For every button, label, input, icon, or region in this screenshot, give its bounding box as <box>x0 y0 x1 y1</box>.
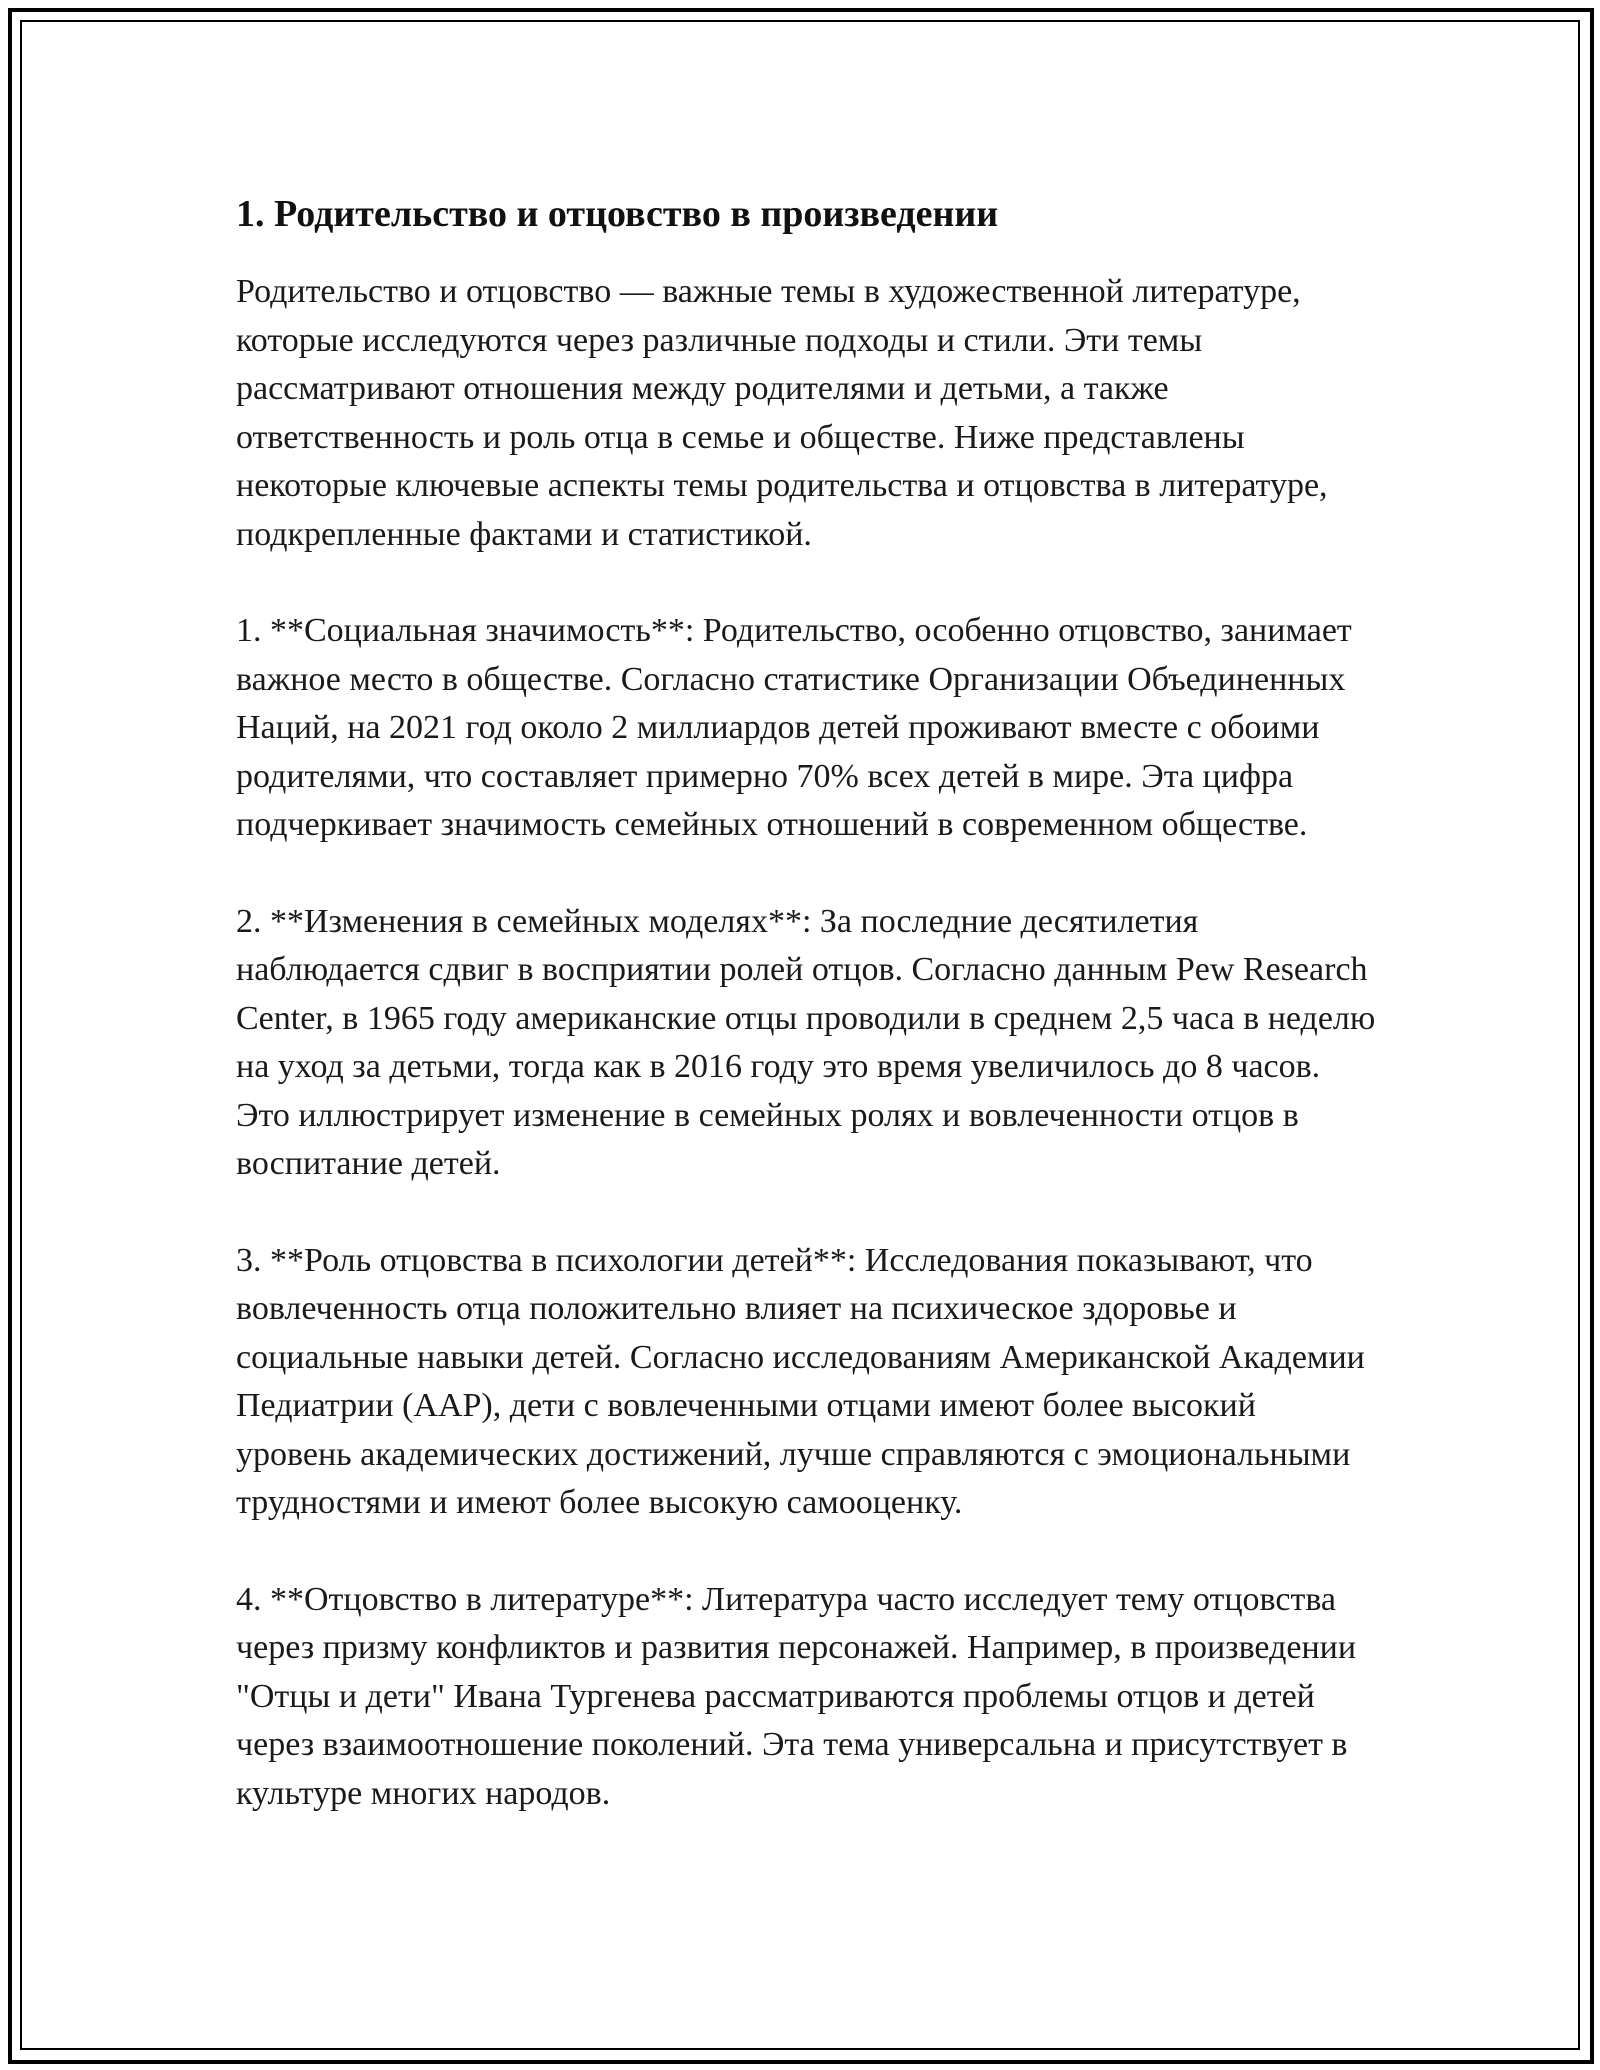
point-fatherhood-child-psychology: 3. **Роль отцовства в психологии детей**: Исследования показывают, что вовлеченность отца положительно влияет на психическое здоровье и социальные навыки детей. Согласно исследованиям Американской Академии Педиатрии (AAP), дети с вовлеченными отцами имеют более высокий уровень академических достижений, лучше справляются с эмоциональными трудностями и имеют более высокую самооценку. <box>236 1241 1365 1521</box>
intro-paragraph: Родительство и отцовство — важные темы в художественной литературе, которые исследуются через различные подходы и стили. Эти темы рассматривают отношения между родителями и детьми, а также ответственность и роль отца в семье и обществе. Ниже представлены некоторые ключевые аспекты темы родительства и отцовства в литературе, подкрепленные фактами и статистикой. <box>236 273 1328 553</box>
point-social-significance: 1. **Социальная значимость**: Родительство, особенно отцовство, занимает важное место в обществе. Согласно статистике Организации Объединенных Наций, на 2021 год около 2 миллиардов детей проживают вместе с обоими родителями, что составляет примерно 70% всех детей в мире. Эта цифра подчеркивает значимость семейных отношений в современном обществе. <box>236 612 1352 843</box>
document-title: 1. Родительство и отцовство в произведении <box>236 193 999 235</box>
point-fatherhood-in-literature: 4. **Отцовство в литературе**: Литература часто исследует тему отцовства через призму конфликтов и развития персонажей. Например, в произведении "Отцы и дети" Ивана Тургенева рассматриваются проблемы отцов и детей через взаимоотношение поколений. Эта тема универсальна и присутствует в культуре многих народов. <box>236 1580 1357 1812</box>
point-family-model-changes: 2. **Изменения в семейных моделях**: За последние десятилетия наблюдается сдвиг в восприятии ролей отцов. Согласно данным Pew Research Center, в 1965 году американские отцы проводили в среднем 2,5 часа в неделю на уход за детьми, тогда как в 2016 году это время увеличилось до 8 часов. Это иллюстрирует изменение в семейных ролях и вовлеченности отцов в воспитание детей. <box>236 902 1376 1182</box>
document-body <box>236 180 1376 1866</box>
